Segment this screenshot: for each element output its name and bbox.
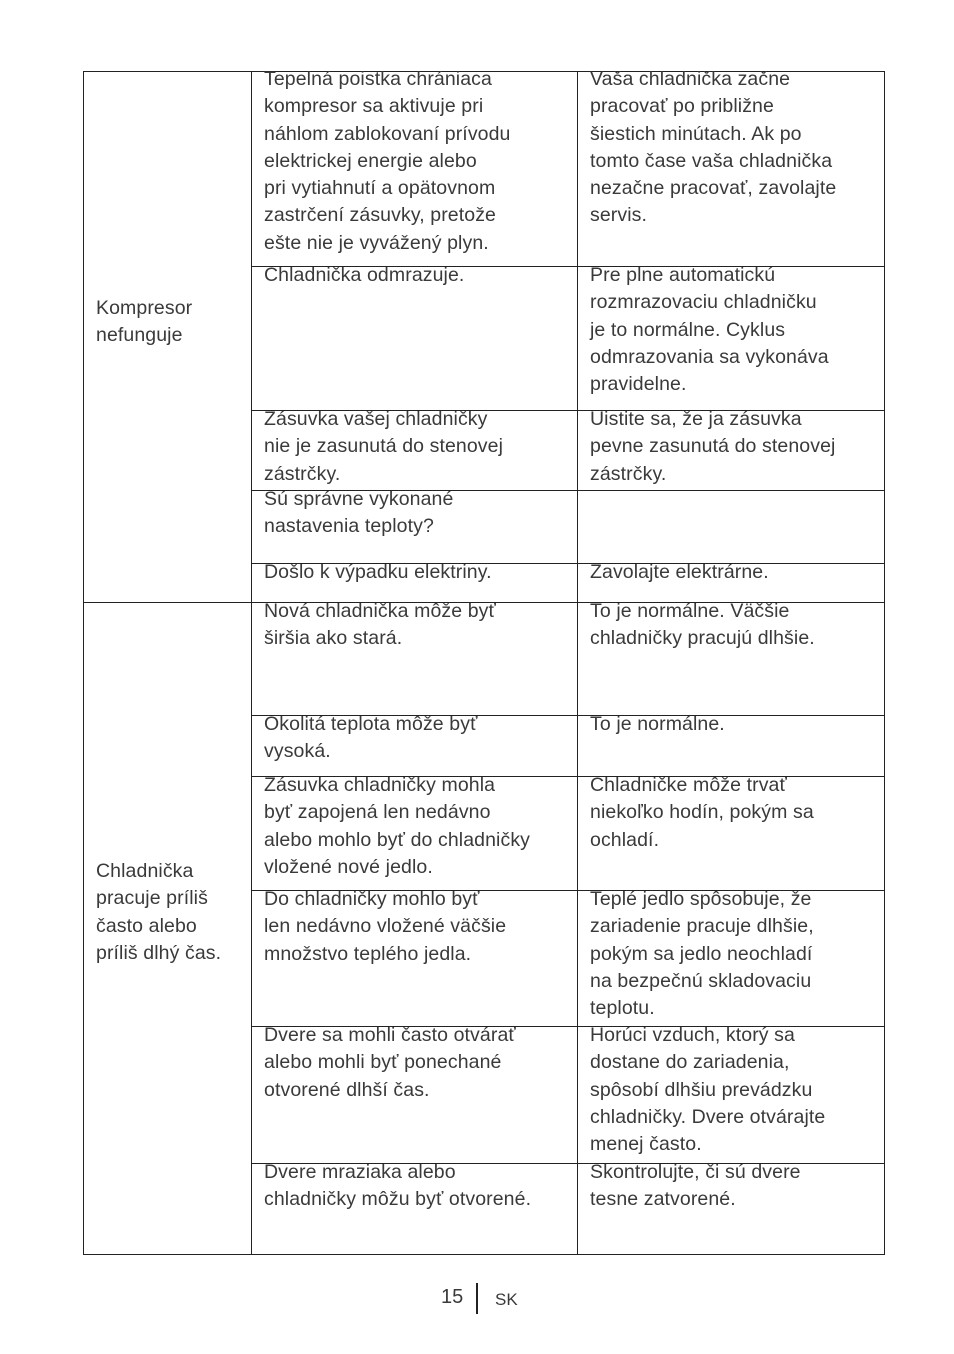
column-divider <box>251 71 252 1255</box>
solution-cell: Chladničke môže trvať niekoľko hodín, pokým sa ochladí. <box>590 774 814 851</box>
cause-cell: Zásuvka vašej chladničky nie je zasunutá do stenovej zástrčky. <box>264 408 504 485</box>
solution-cell: Skontrolujte, či sú dvere tesne zatvorené. <box>590 1161 801 1211</box>
table-bottom-border <box>83 1254 885 1255</box>
problem-cell: Chladnička pracuje príliš často alebo príliš dlhý čas. <box>96 860 222 964</box>
table-left-border <box>83 71 84 1255</box>
problem-cell: Kompresor nefunguje <box>96 297 193 347</box>
cause-cell: Došlo k výpadku elektriny. <box>264 561 492 583</box>
cause-cell: Nová chladnička môže byť širšia ako stará. <box>264 600 496 650</box>
column-divider <box>577 71 578 1255</box>
cause-cell: Chladnička odmrazuje. <box>264 264 465 286</box>
solution-cell: Pre plne automatickú rozmrazovaciu chladničku je to normálne. Cyklus odmrazovania sa vykonáva pravidelne. <box>590 264 829 396</box>
solution-cell: Teplé jedlo spôsobuje, že zariadenie pracuje dlhšie, pokým sa jedlo neochladí na bezpečnú skladovaciu teplotu. <box>590 888 814 1020</box>
cause-cell: Sú správne vykonané nastavenia teploty? <box>264 488 454 538</box>
cause-cell: Dvere mraziaka alebo chladničky môžu byť otvorené. <box>264 1161 532 1211</box>
solution-cell: To je normálne. Väčšie chladničky pracujú dlhšie. <box>590 600 815 650</box>
cause-cell: Do chladničky mohlo byť len nedávno vložené väčšie množstvo teplého jedla. <box>264 888 507 965</box>
language-code: SK <box>495 1290 518 1309</box>
cause-cell: Dvere sa mohli často otvárať alebo mohli byť ponechané otvorené dlhší čas. <box>264 1024 516 1101</box>
footer-divider <box>476 1283 478 1314</box>
page-number: 15 <box>441 1286 464 1308</box>
solution-cell: To je normálne. <box>590 713 725 735</box>
solution-cell: Zavolajte elektrárne. <box>590 561 769 583</box>
solution-cell: Uistite sa, že ja zásuvka pevne zasunutá do stenovej zástrčky. <box>590 408 836 485</box>
solution-cell: Vaša chladnička začne pracovať po približne šiestich minútach. Ak po tomto čase vaša chladnička nezačne pracovať, zavolajte servis. <box>590 68 837 227</box>
solution-cell: Horúci vzduch, ktorý sa dostane do zariadenia, spôsobí dlhšiu prevádzku chladničky. Dvere otvárajte menej často. <box>590 1024 826 1156</box>
cause-cell: Okolitá teplota môže byť vysoká. <box>264 713 478 763</box>
table-right-border <box>884 71 885 1255</box>
cause-cell: Zásuvka chladničky mohla byť zapojená len nedávno alebo mohlo byť do chladničky vložené nové jedlo. <box>264 774 531 878</box>
cause-cell: Tepelná poistka chrániaca kompresor sa aktivuje pri náhlom zablokovaní prívodu elektrickej energie alebo pri vytiahnutí a opätovnom zastrčení zásuvky, pretože ešte nie je vyvážený plyn. <box>264 68 511 254</box>
